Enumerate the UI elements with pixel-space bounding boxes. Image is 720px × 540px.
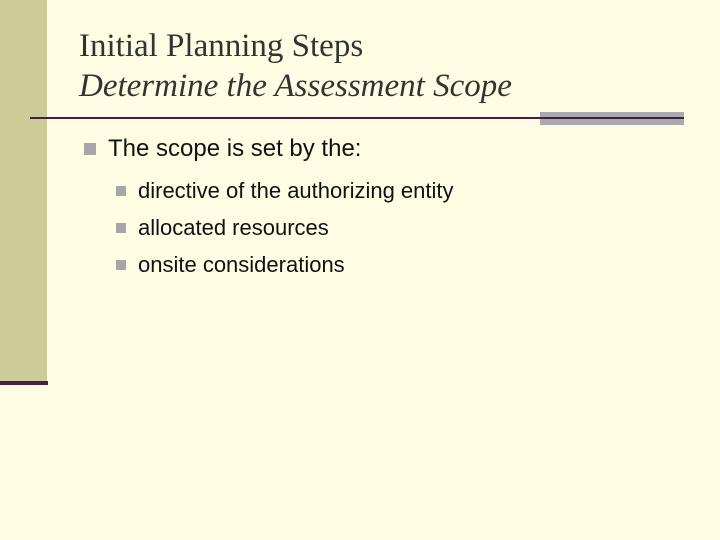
bullet-text: The scope is set by the: [108, 135, 362, 162]
divider-accent-line [540, 117, 684, 119]
left-decorative-bar [0, 0, 47, 382]
sub-bullet-text: allocated resources [138, 215, 329, 240]
bullet-item [84, 134, 454, 164]
bullet-list [84, 134, 454, 283]
title-line-1: Initial Planning Steps [79, 28, 364, 64]
sub-bullet-list [116, 172, 454, 283]
slide-title [79, 26, 512, 106]
sub-bullet-item [116, 172, 454, 209]
sub-bullet-text: directive of the authorizing entity [138, 178, 454, 203]
sub-bullet-item [116, 209, 454, 246]
square-bullet-icon [84, 143, 96, 155]
sub-bullet-text: onsite considerations [138, 252, 345, 277]
sub-bullet-item [116, 246, 454, 283]
left-bar-underline [0, 381, 48, 385]
square-bullet-icon [116, 186, 126, 196]
square-bullet-icon [116, 223, 126, 233]
title-line-2: Determine the Assessment Scope [79, 68, 512, 104]
square-bullet-icon [116, 260, 126, 270]
